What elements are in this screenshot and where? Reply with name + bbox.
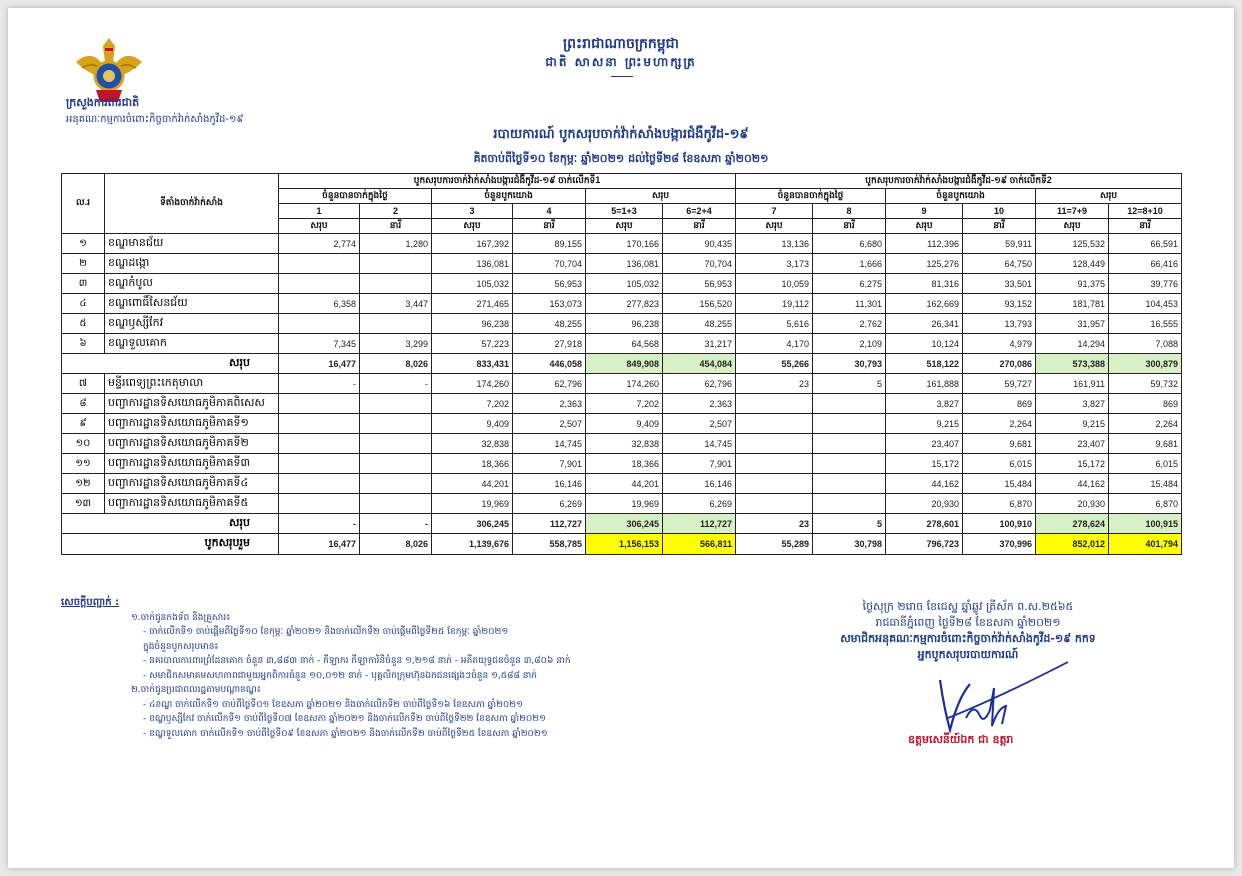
column-unit: នារី [813,219,886,234]
row-value: 10,124 [886,334,963,354]
row-value: 15,172 [886,454,963,474]
row-value: 6,275 [813,274,886,294]
row-value: 19,969 [586,494,663,514]
row-value: 2,264 [963,414,1036,434]
row-value: 62,796 [663,374,736,394]
note-line: - ចាក់លើកទី១ ចាប់ផ្តើមពីថ្ងៃទី១០ ខែកុម្ភៈ ឆ្នាំ២០២១ និងចាក់លើកទី២ ចាប់ផ្តើមពីថ្ងៃទី២៥ ខែកុម្ភៈ ឆ្នាំ២០២១ [143,627,509,637]
column-unit: សរុប [1036,219,1109,234]
sum-value: 306,245 [432,514,513,534]
note-line: ២.ចាក់ជូនប្រជាពលរដ្ឋតាមបណ្តាខណ្ឌ៖ [131,685,261,695]
note-line: - នគរបាលការពារព្រំដែនគោក ចំនួន ៣,៨៨៣ នាក់ - កីឡាករ កីឡាការិនីចំនួន ១,២១៨ នាក់ - អតីតយុទ្ធជនចំនួន ៣,៨០៦ នាក់ [143,656,571,666]
sum-value: 23 [736,514,813,534]
row-value: 15,484 [963,474,1036,494]
row-value: 19,969 [432,494,513,514]
row-value: 32,838 [432,434,513,454]
row-value: 23 [736,374,813,394]
row-value: 277,823 [586,294,663,314]
row-value [360,434,432,454]
row-value: 14,294 [1036,334,1109,354]
row-value: 9,681 [963,434,1036,454]
row-value: 48,255 [663,314,736,334]
subtotal-row-military [62,514,1182,534]
row-value: 5 [813,374,886,394]
row-value: 105,032 [432,274,513,294]
row-place-name: បញ្ជាការដ្ឋានទិសយោធភូមិភាគទី៥ [105,494,279,514]
row-value: 23,407 [886,434,963,454]
row-value: 96,238 [586,314,663,334]
kingdom-heading: ព្រះរាជាណាចក្រកម្ពុជា [562,36,679,52]
row-value: 31,217 [663,334,736,354]
row-value: 18,366 [586,454,663,474]
row-value [279,274,360,294]
row-value: 271,465 [432,294,513,314]
sum-value: 370,996 [963,534,1036,555]
row-value: 70,704 [513,254,586,274]
row-value: 2,507 [513,414,586,434]
row-value: 136,081 [432,254,513,274]
sum-value: 16,477 [279,534,360,555]
row-value: 14,745 [513,434,586,454]
row-value: 104,453 [1109,294,1182,314]
row-value: 7,202 [432,394,513,414]
header-place: ទីតាំងចាក់វ៉ាក់សាំង [105,174,279,234]
row-value: - [360,374,432,394]
row-value [813,474,886,494]
row-number: ៥ [62,314,105,334]
column-number: 4 [513,204,586,219]
column-number: 10 [963,204,1036,219]
row-value: 112,396 [886,234,963,254]
row-value [279,254,360,274]
report-title: របាយការណ៍ បូកសរុបចាក់វ៉ាក់សាំងបង្ការជំងឺកូវីដ-១៩ [493,127,749,142]
row-value: 105,032 [586,274,663,294]
row-value [360,454,432,474]
notes-heading: សេចក្តីបញ្ជាក់ : [61,597,120,608]
sum-value: 518,122 [886,354,963,374]
row-value [813,454,886,474]
column-unit: នារី [360,219,432,234]
row-value: 9,215 [886,414,963,434]
row-value: 11,301 [813,294,886,314]
column-number: 2 [360,204,432,219]
row-value [279,454,360,474]
row-value: 16,555 [1109,314,1182,334]
row-value: 91,375 [1036,274,1109,294]
row-value [813,494,886,514]
row-value: 174,260 [432,374,513,394]
row-value: 93,152 [963,294,1036,314]
row-number: ៩ [62,414,105,434]
sum-value: 401,794 [1109,534,1182,555]
row-value: 56,953 [513,274,586,294]
row-number: ១ [62,234,105,254]
sum-value: 566,811 [663,534,736,555]
row-value: 6,015 [963,454,1036,474]
row-value: 170,166 [586,234,663,254]
sum-value: 5 [813,514,886,534]
column-number: 3 [432,204,513,219]
row-value: 64,568 [586,334,663,354]
row-value [360,474,432,494]
row-value: 26,341 [886,314,963,334]
column-unit: នារី [513,219,586,234]
column-number: 5=1+3 [586,204,663,219]
row-value [736,494,813,514]
row-number: ៧ [62,374,105,394]
table-row [62,234,1182,254]
row-value: 90,435 [663,234,736,254]
row-value: 89,155 [513,234,586,254]
row-value [360,314,432,334]
row-value: 19,112 [736,294,813,314]
row-value: 44,201 [432,474,513,494]
row-value: 869 [963,394,1036,414]
row-number: ៤ [62,294,105,314]
row-value: 7,202 [586,394,663,414]
sum-value: 270,086 [963,354,1036,374]
row-value [813,434,886,454]
sum-value: 558,785 [513,534,586,555]
column-number: 12=8+10 [1109,204,1182,219]
row-number: ១៣ [62,494,105,514]
signature-block [788,599,1148,663]
row-value: 6,015 [1109,454,1182,474]
sum-value: 16,477 [279,354,360,374]
header-dose2-daily: ចំនួនបានចាក់ក្នុងថ្ងៃ [736,189,886,204]
row-value: 59,732 [1109,374,1182,394]
row-value [279,314,360,334]
note-line: ក្នុងចំនួនបូកសរុបមាន៖ [143,641,219,652]
row-value: 161,888 [886,374,963,394]
row-value: 6,870 [1109,494,1182,514]
table-row [62,374,1182,394]
row-value: 13,793 [963,314,1036,334]
sum-value: 112,727 [663,514,736,534]
table-row [62,274,1182,294]
row-value: 1,280 [360,234,432,254]
signer-name: ឧត្តមសេនីយ៍ឯក ជា ឧត្តរា [908,733,1014,746]
row-place-name: ខណ្ឌពោធិ៍សែនជ័យ [105,294,279,314]
row-value: 2,774 [279,234,360,254]
sum-value: 796,723 [886,534,963,555]
sum-value: - [279,514,360,534]
row-value: 33,501 [963,274,1036,294]
row-value: 7,901 [663,454,736,474]
row-value [360,254,432,274]
row-value: 2,363 [663,394,736,414]
ministry-name: ក្រសួងការពារជាតិ [66,96,140,109]
row-value: 3,299 [360,334,432,354]
row-value: 6,269 [513,494,586,514]
row-place-name: បញ្ជាការដ្ឋានទិសយោធភូមិភាគទី២ [105,434,279,454]
reporter-role: អ្នកបូកសរុបរបាយការណ៍ [917,648,1019,661]
sum-label: សរុប [62,514,279,534]
row-value: 4,170 [736,334,813,354]
sum-value: 300,879 [1109,354,1182,374]
row-value: 20,930 [1036,494,1109,514]
row-number: ១០ [62,434,105,454]
row-value: 16,146 [513,474,586,494]
row-value: 66,591 [1109,234,1182,254]
vaccination-table [61,173,1182,555]
row-value: 15,484 [1109,474,1182,494]
row-value [736,414,813,434]
row-value [279,494,360,514]
header-no: ល.រ [62,174,105,234]
row-place-name: មន្ទីរពេទ្យព្រះកេតុមាលា [105,374,279,394]
row-value: 16,146 [663,474,736,494]
row-value: 59,911 [963,234,1036,254]
notes-section [61,596,571,741]
column-unit: នារី [663,219,736,234]
row-value: 3,827 [1036,394,1109,414]
row-value: 7,345 [279,334,360,354]
column-number: 1 [279,204,360,219]
sum-value: 454,084 [663,354,736,374]
row-value: 869 [1109,394,1182,414]
table-row [62,454,1182,474]
column-number: 8 [813,204,886,219]
row-value [279,434,360,454]
sum-value: 278,601 [886,514,963,534]
sum-value: 573,388 [1036,354,1109,374]
row-value [360,274,432,294]
row-value: 7,088 [1109,334,1182,354]
row-value: 2,109 [813,334,886,354]
row-value: 6,870 [963,494,1036,514]
row-value: 31,957 [1036,314,1109,334]
row-place-name: ខណ្ឌទួលគោក [105,334,279,354]
sum-value: 8,026 [360,354,432,374]
row-value: 96,238 [432,314,513,334]
table-row [62,294,1182,314]
sum-value: 849,908 [586,354,663,374]
row-value: 44,201 [586,474,663,494]
row-value: 125,276 [886,254,963,274]
row-place-name: បញ្ជាការដ្ឋានទិសយោធភូមិភាគពិសេស [105,394,279,414]
row-value: 18,366 [432,454,513,474]
column-number: 9 [886,204,963,219]
signer-role: សមាជិកអនុគណៈកម្មការចំពោះកិច្ចចាក់វ៉ាក់សាំងកូវីដ-១៩ កកទ [840,632,1096,645]
row-value: 3,173 [736,254,813,274]
row-value: 9,409 [432,414,513,434]
sum-value: 55,289 [736,534,813,555]
row-value: 27,918 [513,334,586,354]
row-value [360,414,432,434]
row-number: ១១ [62,454,105,474]
row-number: ៦ [62,334,105,354]
row-place-name: ខណ្ឌមានជ័យ [105,234,279,254]
row-value: 13,136 [736,234,813,254]
row-value: 9,215 [1036,414,1109,434]
row-value: 2,762 [813,314,886,334]
column-unit: សរុប [586,219,663,234]
note-line: - ខណ្ឌទួលគោក ចាក់លើកទី១ ចាប់ពីថ្ងៃទី០៩ ខែឧសភា ឆ្នាំ២០២១ និងចាក់លើកទី២ ចាប់ពីថ្ងៃទី២៥ ខែឧសភា ឆ្នាំ២០២១ [143,728,548,739]
sum-value: 30,798 [813,534,886,555]
row-value: 1,666 [813,254,886,274]
sum-value: 278,624 [1036,514,1109,534]
row-value [736,394,813,414]
row-value: 2,264 [1109,414,1182,434]
report-period: គិតចាប់ពីថ្ងៃទី១០ ខែកុម្ភៈ ឆ្នាំ២០២១ ដល់ថ្ងៃទី២៨ ខែឧសភា ឆ្នាំ២០២១ [473,152,769,165]
sum-value: 8,026 [360,534,432,555]
column-unit: សរុប [432,219,513,234]
row-place-name: ខណ្ឌឫស្សីកែវ [105,314,279,334]
row-value: 6,358 [279,294,360,314]
sum-value: 446,058 [513,354,586,374]
row-value: 48,255 [513,314,586,334]
row-value: 66,416 [1109,254,1182,274]
document-page [8,8,1234,868]
table-row [62,434,1182,454]
column-unit: នារី [1109,219,1182,234]
row-value: 136,081 [586,254,663,274]
row-value: 2,507 [663,414,736,434]
sum-value: 112,727 [513,514,586,534]
table-row [62,494,1182,514]
row-value: 7,901 [513,454,586,474]
note-line: ១.ចាក់ជូនកងទ័ព និងគ្រួសារ៖ [131,612,231,623]
row-value: 6,269 [663,494,736,514]
national-motto: ជាតិ សាសនា ព្រះមហាក្សត្រ [545,55,697,69]
row-value: 125,532 [1036,234,1109,254]
header-dose2-cumulative: ចំនួនបូកយោង [886,189,1036,204]
column-number: 11=7+9 [1036,204,1109,219]
sum-value: 100,915 [1109,514,1182,534]
column-number: 6=2+4 [663,204,736,219]
sum-value: - [360,514,432,534]
row-value: 56,953 [663,274,736,294]
row-value: 153,073 [513,294,586,314]
column-number: 7 [736,204,813,219]
column-unit: សរុប [736,219,813,234]
date-lunar: ថ្ងៃសុក្រ ២រោច ខែជេស្ឋ ឆ្នាំឆ្លូវ ត្រីស័ក ព.ស.២៥៦៥ [862,600,1074,613]
subtotal-row-districts [62,354,1182,374]
table-row [62,314,1182,334]
row-value: 161,911 [1036,374,1109,394]
row-place-name: បញ្ជាការដ្ឋានទិសយោធភូមិភាគទី១ [105,414,279,434]
row-value: 64,750 [963,254,1036,274]
sum-value: 852,012 [1036,534,1109,555]
header-dose2-total: សរុប [1036,189,1182,204]
row-value [279,474,360,494]
row-value: 162,669 [886,294,963,314]
row-value: 44,162 [1036,474,1109,494]
row-value: 181,781 [1036,294,1109,314]
table-row [62,334,1182,354]
row-value [279,414,360,434]
row-number: ១២ [62,474,105,494]
row-place-name: បញ្ជាការដ្ឋានទិសយោធភូមិភាគទី៣ [105,454,279,474]
row-value: 20,930 [886,494,963,514]
handwritten-signature-icon [928,658,1078,738]
sum-value: 30,793 [813,354,886,374]
row-place-name: បញ្ជាការដ្ឋានទិសយោធភូមិភាគទី៤ [105,474,279,494]
row-value: 70,704 [663,254,736,274]
sum-value: 100,910 [963,514,1036,534]
row-value: 39,776 [1109,274,1182,294]
motto-divider [611,76,633,77]
row-value: 23,407 [1036,434,1109,454]
row-value: 3,827 [886,394,963,414]
row-value: 128,449 [1036,254,1109,274]
header-dose1-cumulative: ចំនួនបូកយោង [432,189,586,204]
column-unit: នារី [963,219,1036,234]
column-unit: សរុប [886,219,963,234]
row-value [360,494,432,514]
row-value: 6,680 [813,234,886,254]
row-value: 59,727 [963,374,1036,394]
row-value: 2,363 [513,394,586,414]
subcommittee-name: អនុគណៈកម្មការចំពោះកិច្ចចាក់វ៉ាក់សាំងកូវីដ-១៩ [66,114,244,125]
header-dose1-total: សរុប [586,189,736,204]
sum-value: 1,139,676 [432,534,513,555]
note-line: - សមាជិកសមាគមសហភាពជាមួយអ្នកពិការចំនួន ១០,០១២ នាក់ - បុគ្គលិកក្រុមហ៊ុនឯកជនផ្សេងៗចំនួន ១,៥៨៨ នាក់ [143,670,538,681]
row-number: ៣ [62,274,105,294]
row-value: 174,260 [586,374,663,394]
row-value: 4,979 [963,334,1036,354]
row-value: 167,392 [432,234,513,254]
sum-value: 55,266 [736,354,813,374]
grand-total-row [62,534,1182,555]
date-solar: រាជធានីភ្នំពេញ ថ្ងៃទី២៨ ខែឧសភា ឆ្នាំ២០២១ [875,616,1061,629]
header-dose1: បូកសរុបការចាក់វ៉ាក់សាំងបង្ការជំងឺកូវីដ-១៩ ចាក់លើកទី1 [279,174,736,189]
row-value [279,394,360,414]
row-value: 62,796 [513,374,586,394]
row-value [813,394,886,414]
row-value: 5,616 [736,314,813,334]
row-value: 57,223 [432,334,513,354]
row-value: 9,681 [1109,434,1182,454]
row-value: 14,745 [663,434,736,454]
row-value: 9,409 [586,414,663,434]
table-row [62,474,1182,494]
row-value: - [279,374,360,394]
row-place-name: ខណ្ឌដង្កោ [105,254,279,274]
row-number: ២ [62,254,105,274]
row-value: 15,172 [1036,454,1109,474]
row-value [360,394,432,414]
header-dose2: បូកសរុបការចាក់វ៉ាក់សាំងបង្ការជំងឺកូវីដ-១៩ ចាក់លើកទី2 [736,174,1182,189]
sum-value: 1,156,153 [586,534,663,555]
table-row [62,414,1182,434]
row-value: 44,162 [886,474,963,494]
row-value: 156,520 [663,294,736,314]
note-line: - ខណ្ឌឫស្សីកែវ ចាក់លើកទី១ ចាប់ពីថ្ងៃទី០៧ ខែឧសភា ឆ្នាំ២០២១ និងចាក់លើកទី២ ចាប់ពីថ្ងៃទី២២ ខែឧសភា ឆ្នាំ២០២១ [143,714,546,724]
sum-value: 833,431 [432,354,513,374]
row-place-name: ខណ្ឌកំបូល [105,274,279,294]
row-value: 81,316 [886,274,963,294]
sum-value: 306,245 [586,514,663,534]
table-row [62,394,1182,414]
row-value [736,454,813,474]
sum-label: បូកសរុបរួម [62,534,279,555]
sum-label: សរុប [62,354,279,374]
row-value: 3,447 [360,294,432,314]
header-dose1-daily: ចំនួនបានចាក់ក្នុងថ្ងៃ [279,189,432,204]
row-number: ៨ [62,394,105,414]
row-value [813,414,886,434]
column-unit: សរុប [279,219,360,234]
row-value: 10,059 [736,274,813,294]
table-row [62,254,1182,274]
note-line: - ៤ខណ្ឌ ចាក់លើកទី១ ចាប់ពីថ្ងៃទី០១ ខែឧសភា ឆ្នាំ២០២១ និងចាក់លើកទី២ ចាប់ពីថ្ងៃទី១៦ ខែឧសភា ឆ្នាំ២០២១ [143,699,523,710]
row-value [736,434,813,454]
row-value: 32,838 [586,434,663,454]
row-value [736,474,813,494]
